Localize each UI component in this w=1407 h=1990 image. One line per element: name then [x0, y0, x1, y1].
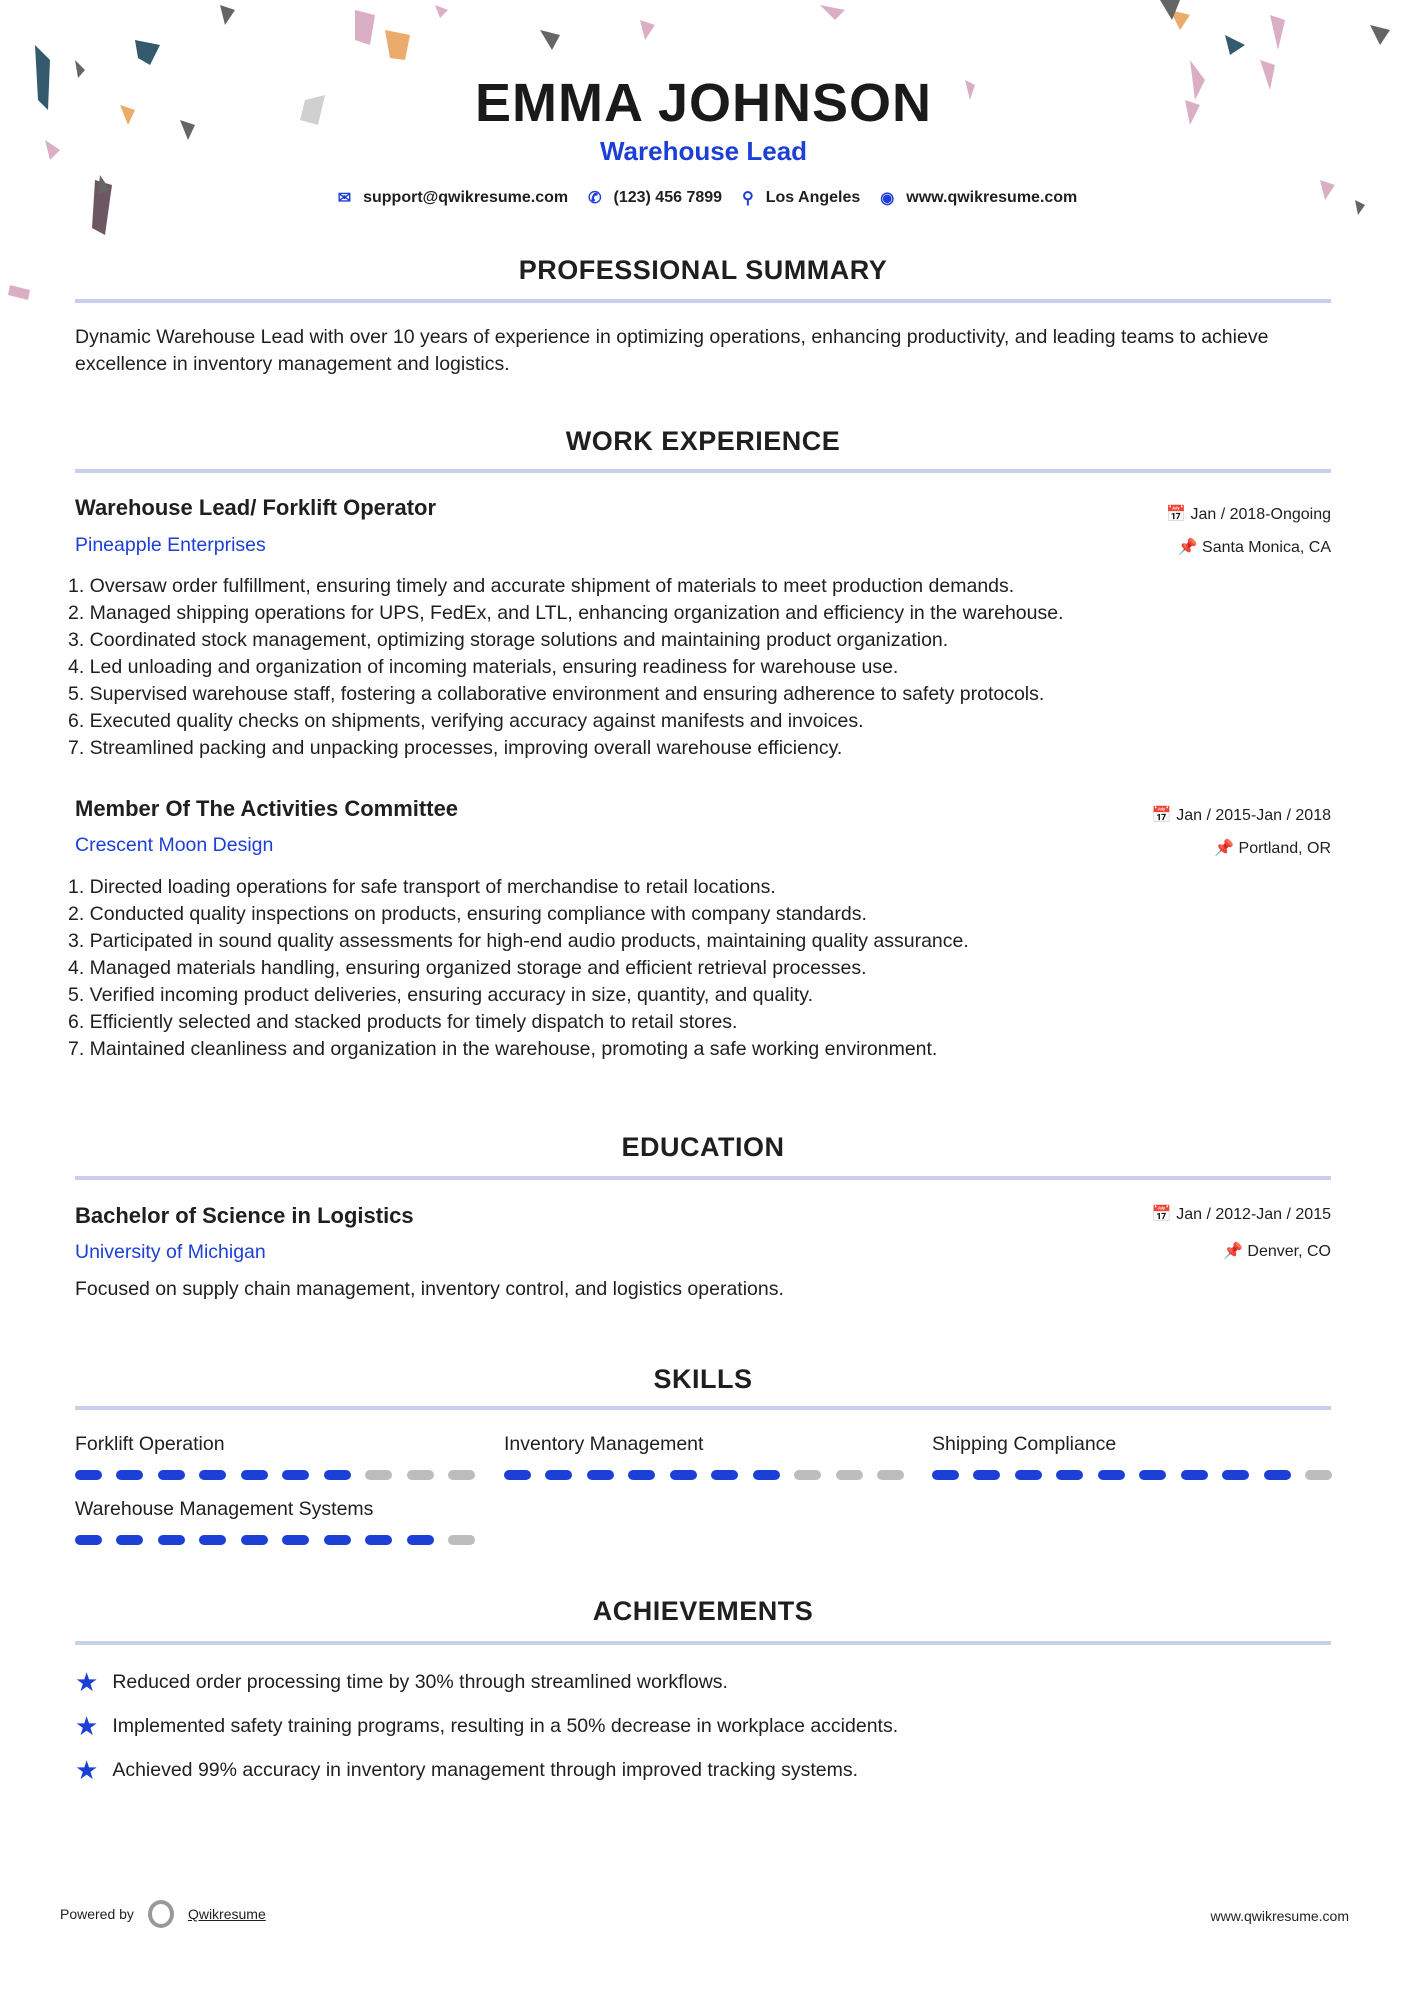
pin-icon: 📌 — [1214, 840, 1239, 857]
job-dates-text: Jan / 2018-Ongoing — [1190, 506, 1331, 523]
bullet-item: 4. Managed materials handling, ensuring organized storage and efficient retrieval processes. — [68, 957, 867, 979]
rating-dot-filled — [1098, 1470, 1125, 1480]
achievement-item — [75, 1667, 728, 1698]
rating-dot-filled — [75, 1535, 102, 1545]
summary-heading: PROFESSIONAL SUMMARY — [518, 255, 888, 285]
job-role: Warehouse Lead/ Forklift Operator — [75, 495, 437, 520]
phone-icon: ✆ — [588, 190, 602, 207]
job-location-text: Santa Monica, CA — [1202, 539, 1331, 556]
skill — [75, 1498, 475, 1545]
job-company: Pineapple Enterprises — [75, 534, 266, 556]
experience-heading: WORK EXPERIENCE — [565, 426, 841, 456]
skill — [504, 1433, 904, 1480]
bullet-item: 5. Verified incoming product deliveries, ensuring accuracy in size, quantity, and quality. — [68, 984, 814, 1006]
education-dates-text: Jan / 2012-Jan / 2015 — [1176, 1206, 1331, 1223]
rating-dot-empty — [794, 1470, 821, 1480]
rating-dot-empty — [1305, 1470, 1332, 1480]
skill-name: Forklift Operation — [75, 1433, 225, 1455]
powered-by-label: Powered by — [60, 1906, 134, 1922]
job-company: Crescent Moon Design — [75, 834, 274, 856]
skill-name: Inventory Management — [504, 1433, 704, 1455]
calendar-icon: 📅 — [1151, 807, 1177, 824]
bullet-item: 1. Oversaw order fulfillment, ensuring timely and accurate shipment of materials to meet production demands. — [68, 575, 1015, 597]
skills-heading: SKILLS — [653, 1364, 753, 1394]
footer-website[interactable]: www.qwikresume.com — [1210, 1908, 1349, 1924]
rating-dot-filled — [158, 1470, 185, 1480]
job-bullets — [68, 874, 1328, 1063]
skill — [75, 1433, 475, 1480]
brand-link[interactable]: Qwikresume — [187, 1906, 266, 1922]
summary-text: Dynamic Warehouse Lead with over 10 years of experience in optimizing operations, enhancing productivity, and leading teams to achieve excellence in inventory management and logistics. — [75, 326, 1269, 375]
rating-dot-empty — [407, 1470, 434, 1480]
school: University of Michigan — [75, 1241, 266, 1263]
rating-dot-filled — [753, 1470, 780, 1480]
rating-dot-empty — [836, 1470, 863, 1480]
job-bullets — [68, 573, 1328, 762]
star-icon: ★ — [75, 1755, 99, 1785]
degree: Bachelor of Science in Logistics — [75, 1203, 414, 1228]
footer-powered — [60, 1900, 266, 1928]
education-location — [1223, 1241, 1331, 1261]
education-location-text: Denver, CO — [1247, 1243, 1331, 1260]
pin-icon: 📌 — [1223, 1243, 1248, 1260]
rating-dot-filled — [241, 1535, 268, 1545]
email-icon: ✉ — [337, 190, 352, 207]
skill-name: Shipping Compliance — [932, 1433, 1117, 1455]
location-pin-icon: ⚲ — [742, 190, 754, 207]
bullet-item: 6. Efficiently selected and stacked products for timely dispatch to retail stores. — [68, 1011, 738, 1033]
rating-dot-filled — [116, 1535, 143, 1545]
achievement-text: Reduced order processing time by 30% through streamlined workflows. — [112, 1671, 728, 1693]
rating-dot-filled — [282, 1535, 309, 1545]
contact-phone: (123) 456 7899 — [613, 189, 723, 206]
achievement-item — [75, 1711, 898, 1742]
education-description: Focused on supply chain management, inventory control, and logistics operations. — [75, 1278, 784, 1300]
contact-bar — [0, 188, 1407, 208]
contact-email[interactable]: support@qwikresume.com — [363, 189, 569, 206]
achievement-text: Achieved 99% accuracy in inventory management through improved tracking systems. — [112, 1759, 859, 1781]
rating-dot-filled — [158, 1535, 185, 1545]
qwikresume-logo-icon — [148, 1900, 174, 1928]
rating-dot-filled — [545, 1470, 572, 1480]
rating-dot-filled — [1056, 1470, 1083, 1480]
rating-dot-filled — [199, 1535, 226, 1545]
bullet-item: 5. Supervised warehouse staff, fostering a collaborative environment and ensuring adherence to safety protocols. — [68, 683, 1045, 705]
job-role: Member Of The Activities Committee — [75, 796, 459, 821]
rating-dot-filled — [711, 1470, 738, 1480]
rating-dot-filled — [628, 1470, 655, 1480]
calendar-icon: 📅 — [1151, 1206, 1177, 1223]
rating-dot-empty — [448, 1470, 475, 1480]
achievement-item — [75, 1755, 858, 1786]
rating-dot-filled — [1222, 1470, 1249, 1480]
bullet-item: 7. Streamlined packing and unpacking processes, improving overall warehouse efficiency. — [68, 737, 843, 759]
candidate-name: EMMA JOHNSON — [474, 73, 933, 133]
rating-dot-empty — [877, 1470, 904, 1480]
rating-dot-filled — [504, 1470, 531, 1480]
star-icon: ★ — [75, 1711, 99, 1741]
bullet-item: 3. Participated in sound quality assessments for high-end audio products, maintaining quality assurance. — [68, 930, 969, 952]
section-divider — [75, 1406, 1331, 1410]
bullet-item: 1. Directed loading operations for safe transport of merchandise to retail locations. — [68, 876, 776, 898]
bullet-item: 2. Conducted quality inspections on products, ensuring compliance with company standards. — [68, 903, 867, 925]
job-location-text: Portland, OR — [1238, 840, 1331, 857]
bullet-item: 7. Maintained cleanliness and organization in the warehouse, promoting a safe working environment. — [68, 1038, 938, 1060]
rating-dot-empty — [448, 1535, 475, 1545]
job-dates — [1152, 805, 1331, 825]
contact-website[interactable]: www.qwikresume.com — [906, 189, 1078, 206]
rating-dot-filled — [324, 1535, 351, 1545]
skill-rating — [75, 1535, 475, 1545]
rating-dot-filled — [1139, 1470, 1166, 1480]
bullet-item: 2. Managed shipping operations for UPS, FedEx, and LTL, enhancing organization and efficiency in the warehouse. — [68, 602, 1064, 624]
rating-dot-filled — [587, 1470, 614, 1480]
pin-icon: 📌 — [1177, 539, 1203, 556]
job-location — [1214, 838, 1331, 858]
contact-location: Los Angeles — [765, 189, 861, 206]
bullet-item: 4. Led unloading and organization of incoming materials, ensuring readiness for warehouse use. — [68, 656, 899, 678]
job-dates — [1166, 504, 1331, 524]
skill — [932, 1433, 1332, 1480]
education-dates — [1152, 1204, 1331, 1224]
rating-dot-filled — [199, 1470, 226, 1480]
section-divider — [75, 299, 1331, 303]
rating-dot-empty — [365, 1470, 392, 1480]
bullet-item: 6. Executed quality checks on shipments, verifying accuracy against manifests and invoices. — [68, 710, 864, 732]
skill-name: Warehouse Management Systems — [75, 1498, 374, 1520]
education-heading: EDUCATION — [621, 1132, 785, 1162]
rating-dot-filled — [1264, 1470, 1291, 1480]
calendar-icon: 📅 — [1166, 506, 1191, 523]
rating-dot-filled — [365, 1535, 392, 1545]
section-divider — [75, 1641, 1331, 1645]
rating-dot-filled — [324, 1470, 351, 1480]
bullet-item: 3. Coordinated stock management, optimizing storage solutions and maintaining product organization. — [68, 629, 949, 651]
section-divider — [75, 469, 1331, 473]
rating-dot-filled — [1015, 1470, 1042, 1480]
job-dates-text: Jan / 2015-Jan / 2018 — [1176, 807, 1331, 824]
rating-dot-filled — [973, 1470, 1000, 1480]
section-divider — [75, 1176, 1331, 1180]
globe-icon: ◉ — [880, 190, 895, 207]
rating-dot-filled — [116, 1470, 143, 1480]
candidate-title: Warehouse Lead — [599, 136, 808, 166]
rating-dot-filled — [1181, 1470, 1208, 1480]
achievements-heading: ACHIEVEMENTS — [592, 1596, 814, 1626]
skill-rating — [932, 1470, 1332, 1480]
job-location — [1178, 537, 1331, 557]
rating-dot-filled — [407, 1535, 434, 1545]
rating-dot-filled — [75, 1470, 102, 1480]
achievement-text: Implemented safety training programs, resulting in a 50% decrease in workplace accidents. — [112, 1715, 899, 1737]
skill-rating — [504, 1470, 904, 1480]
star-icon: ★ — [75, 1667, 99, 1697]
rating-dot-filled — [282, 1470, 309, 1480]
rating-dot-filled — [241, 1470, 268, 1480]
rating-dot-filled — [670, 1470, 697, 1480]
rating-dot-filled — [932, 1470, 959, 1480]
skill-rating — [75, 1470, 475, 1480]
